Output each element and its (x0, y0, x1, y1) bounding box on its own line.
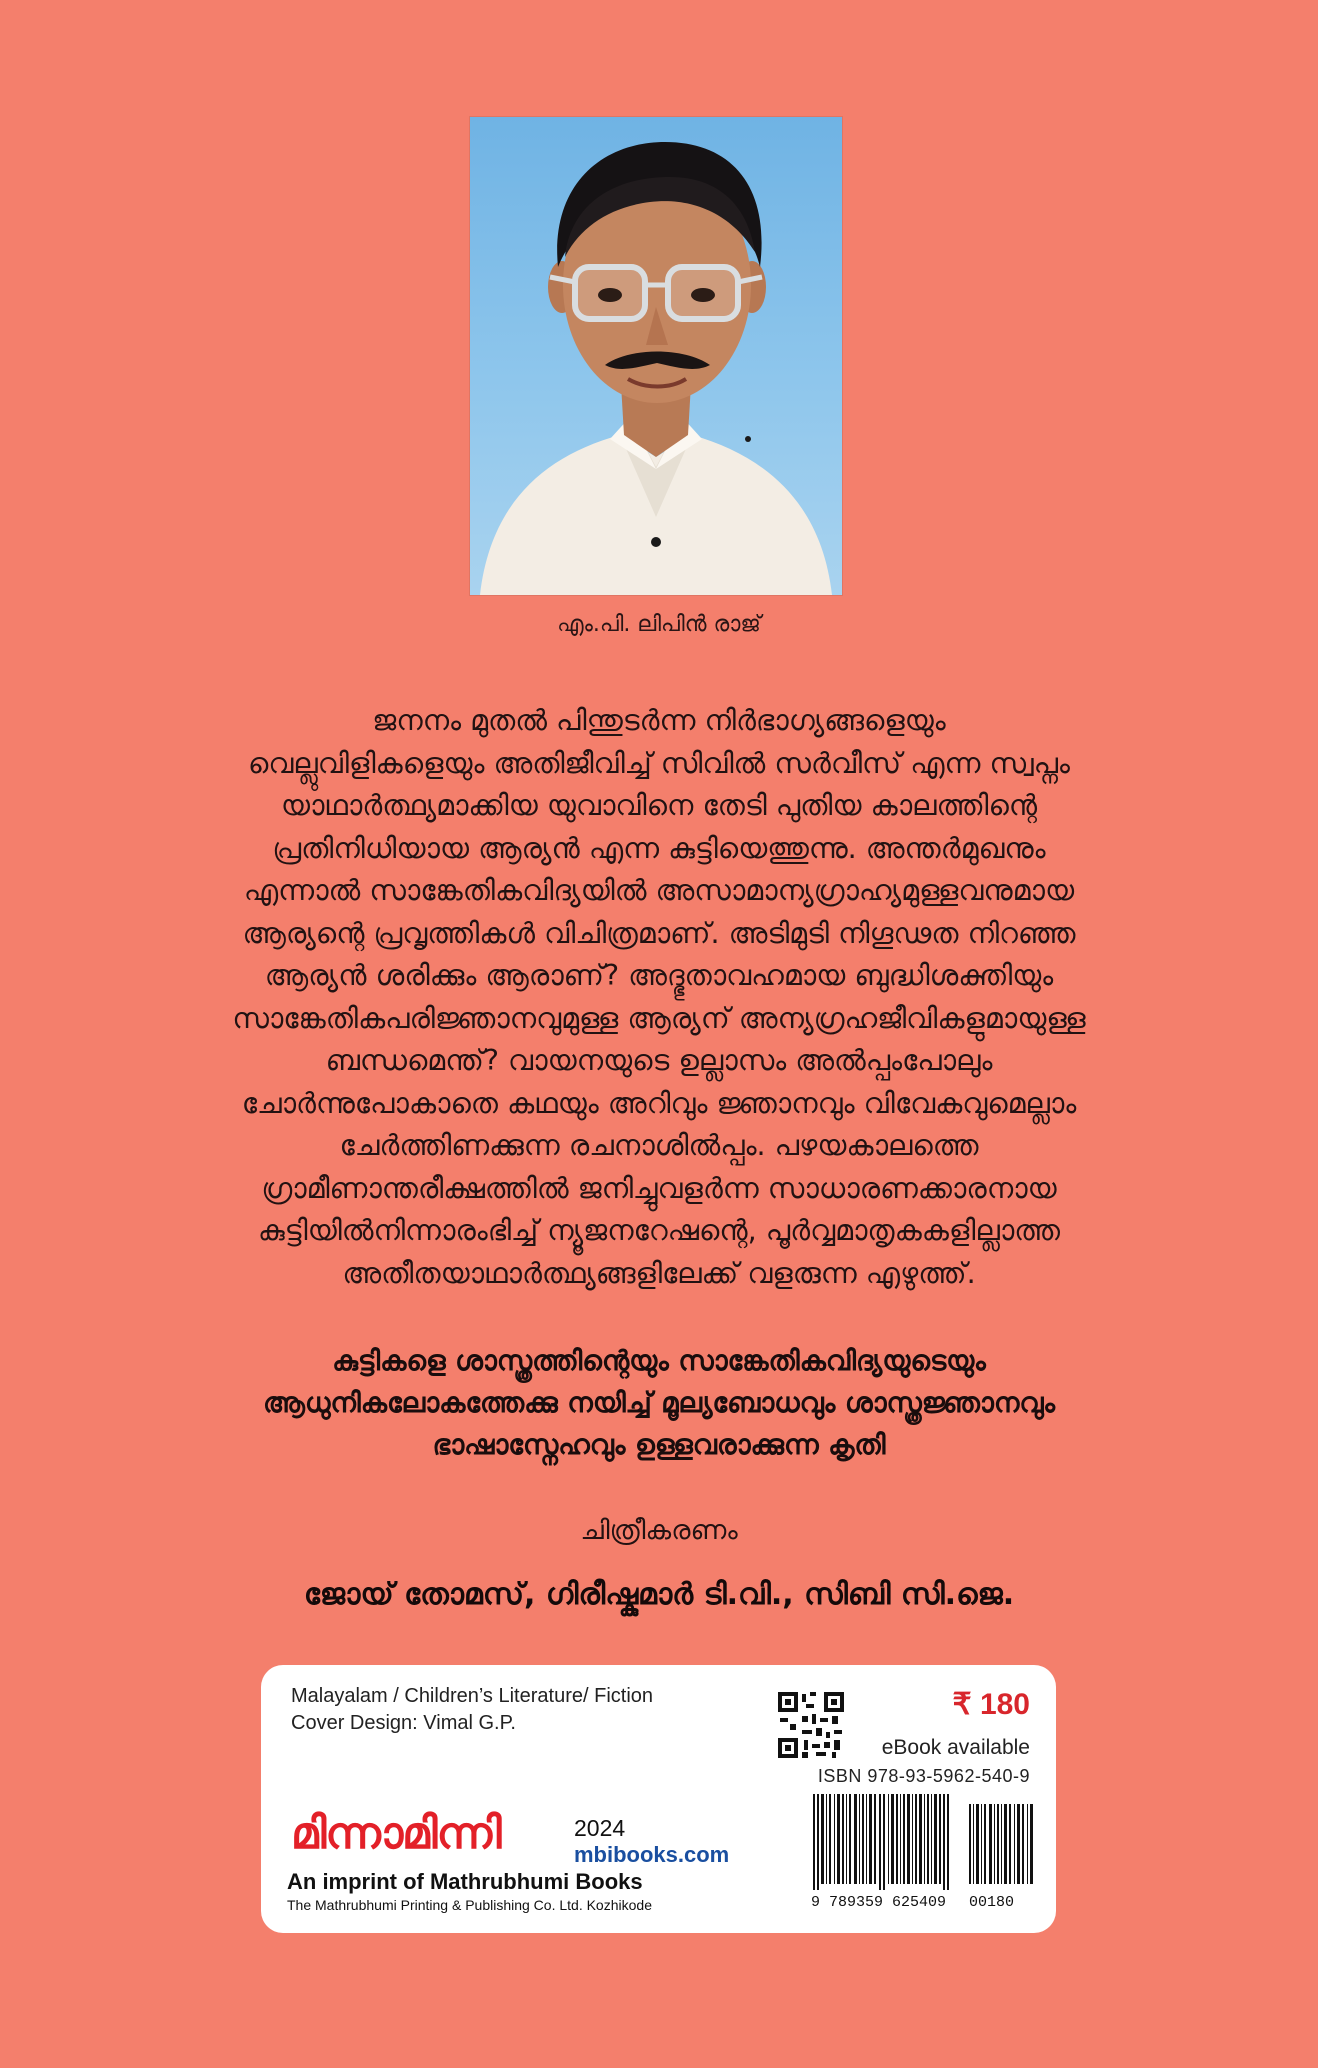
author-portrait-illustration (470, 117, 842, 595)
barcode-number: 9 789359 625409 (811, 1894, 947, 1911)
blurb-line: എന്നാൽ സാങ്കേതികവിദ്യയിൽ അസാമാന്യഗ്രാഹ്യമുള്ളവനുമായ (243, 874, 1075, 907)
blurb-line: ആര്യൻ ശരിക്കും ആരാണ്? അദ്ഭുതാവഹമായ ബുദ്ധിശക്തിയും (264, 959, 1054, 992)
author-photo (470, 117, 842, 595)
cover-design-credit: Cover Design: Vimal G.P. (291, 1712, 516, 1734)
book-tagline (140, 1340, 1178, 1466)
publication-info-panel (261, 1665, 1056, 1933)
barcode-bars (813, 1794, 1033, 1890)
blurb-line: സാങ്കേതികപരിജ്ഞാനവുമുള്ള ആര്യന് അന്യഗ്രഹജീവികളുമായുള്ള (232, 1001, 1086, 1035)
blurb-line: അതീതയാഥാർത്ഥ്യങ്ങളിലേക്ക് വളരുന്ന എഴുത്ത്. (342, 1256, 976, 1290)
tagline-line: കുട്ടികളെ ശാസ്ത്രത്തിന്റെയും സാങ്കേതികവിദ്യയുടെയും (332, 1345, 986, 1377)
barcode (811, 1792, 1037, 1912)
blurb-line: യാഥാർത്ഥ്യമാക്കിയ യുവാവിനെ തേടി പുതിയ കാലത്തിന്റെ (280, 789, 1038, 822)
blurb-line: വെല്ലുവിളികളെയും അതിജീവിച്ച് സിവിൽ സർവീസ് എന്ന സ്വപ്നം (248, 746, 1070, 780)
blurb-line: ഗ്രാമീണാന്തരീക്ഷത്തിൽ ജനിച്ചുവളർന്ന സാധാരണക്കാരനായ (261, 1171, 1057, 1205)
illustrator-names: ജോയ് തോമസ്, ഗിരീഷ്കുമാർ ടി.വി., സിബി സി.ജെ. (303, 1577, 1015, 1612)
blurb-line: ചേർത്തിണക്കുന്ന രചനാശിൽപ്പം. പഴയകാലത്തെ (339, 1129, 979, 1162)
blurb-line: ചോർന്നുപോകാതെ കഥയും അറിവും ജ്ഞാനവും വിവേകവുമെല്ലാം (241, 1086, 1077, 1120)
publisher-line: The Mathrubhumi Printing & Publishing Co. Ltd. Kozhikode (287, 1897, 652, 1913)
qr-code-icon (776, 1690, 846, 1760)
barcode-addon-number: 00180 (969, 1894, 1015, 1911)
blurb-line: ബന്ധമെന്ത്? വായനയുടെ ഉല്ലാസം അൽപ്പംപോലും (325, 1044, 993, 1077)
price: ₹ 180 (952, 1688, 1030, 1721)
book-blurb (150, 700, 1168, 1295)
blurb-line: പ്രതിനിധിയായ ആര്യൻ എന്ന കുട്ടിയെത്തുന്നു. അന്തർമുഖനും (272, 831, 1046, 865)
author-name-caption: എം.പി. ലിപിൻ രാജ് (557, 612, 761, 637)
publication-year: 2024 (574, 1815, 626, 1841)
blurb-line: കുട്ടിയിൽനിന്നാരംഭിച്ച് ന്യൂജനറേഷന്റെ, പൂർവ്വമാതൃകകളില്ലാത്ത (257, 1214, 1061, 1247)
tagline-line: ആധുനികലോകത്തേക്കു നയിച്ച് മൂല്യബോധവും ശാസ്ത്രജ്ഞാനവും (262, 1387, 1056, 1419)
tagline-line: ഭാഷാസ്നേഹവും ഉള്ളവരാക്കുന്ന കൃതി (432, 1429, 886, 1461)
blurb-line: ആര്യന്റെ പ്രവൃത്തികൾ വിചിത്രമാണ്. അടിമുടി നിഗൂഢത നിറഞ്ഞ (242, 916, 1076, 950)
isbn: ISBN 978-93-5962-540-9 (817, 1766, 1030, 1786)
blurb-line: ജനനം മുതൽ പിന്തുടർന്ന നിർഭാഗ്യങ്ങളെയും (372, 704, 946, 737)
publisher-website: mbibooks.com (574, 1842, 730, 1867)
ebook-availability: eBook available (881, 1736, 1030, 1759)
genre-text: Malayalam / Children’s Literature/ Fiction (291, 1685, 654, 1707)
illustration-label: ചിത്രീകരണം (580, 1515, 738, 1546)
minnaminni-logo: മിന്നാമിന്നി (291, 1808, 501, 1859)
imprint-line: An imprint of Mathrubhumi Books (287, 1869, 643, 1894)
